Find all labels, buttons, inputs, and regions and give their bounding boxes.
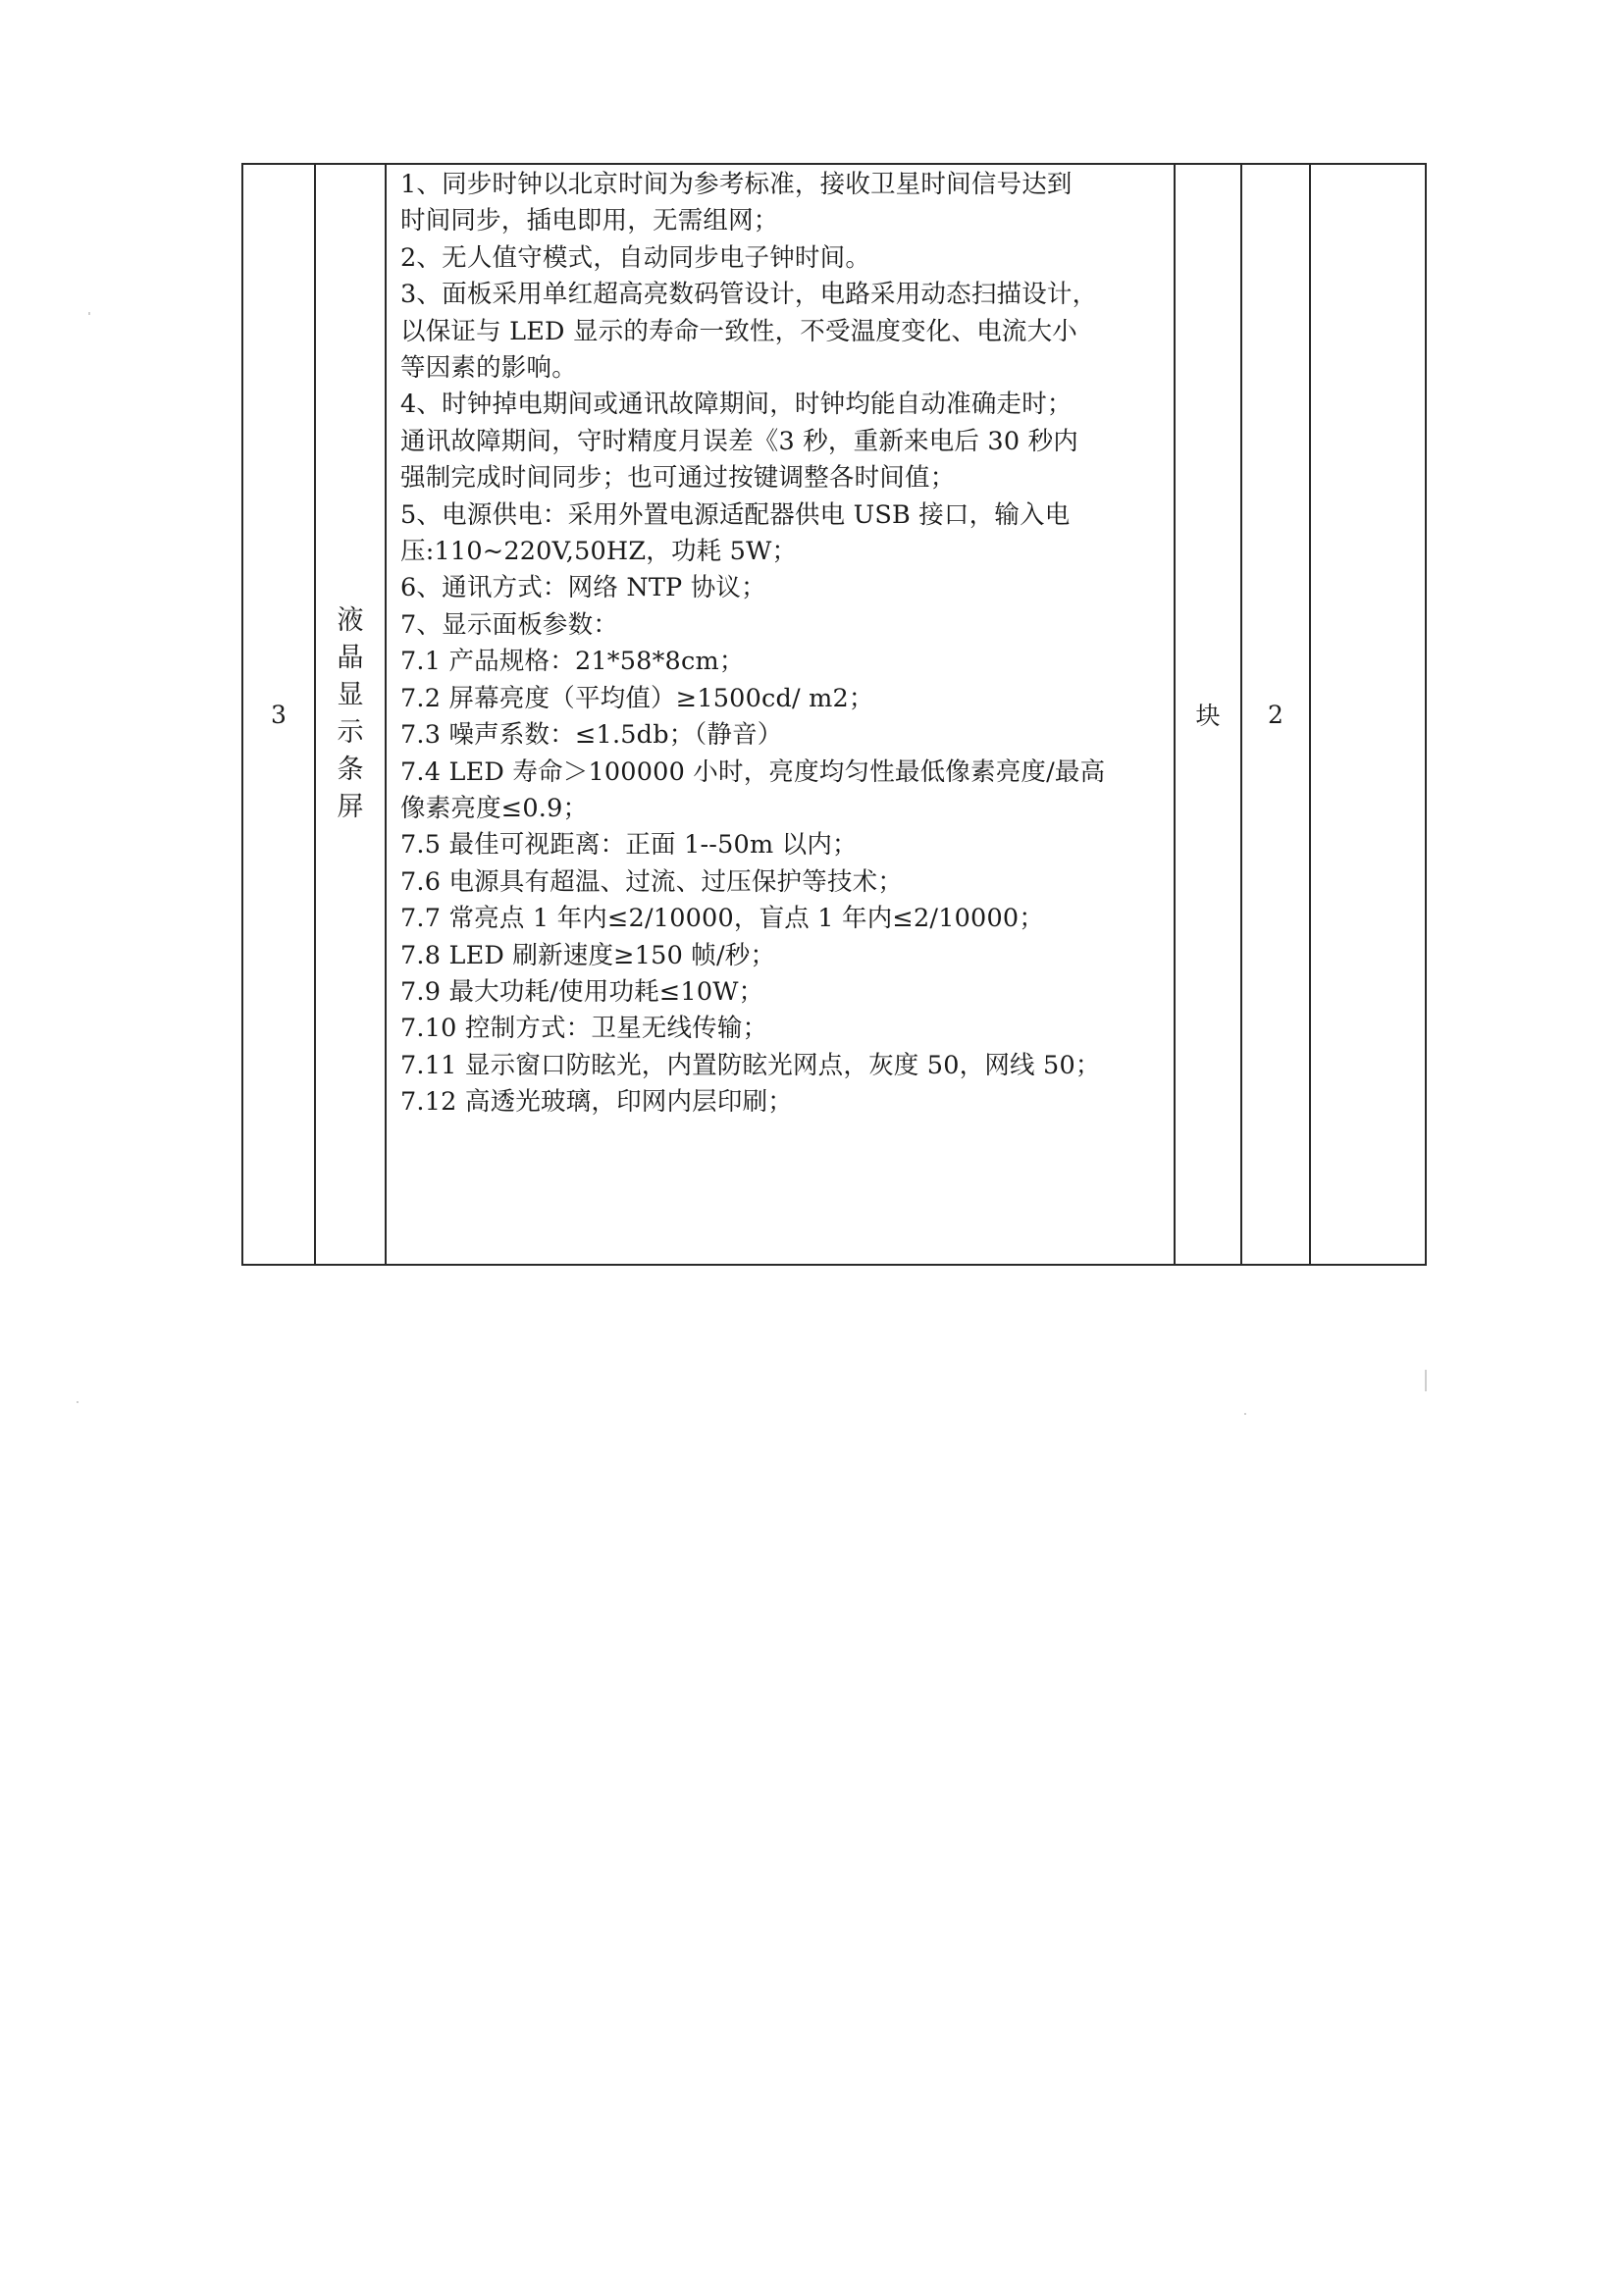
unit-value: 块 — [1195, 702, 1221, 730]
item-number: 3 — [271, 700, 287, 729]
spec-line: 7.9 最大功耗/使用功耗≤10W； — [400, 976, 764, 1007]
spec-line: 压:110~220V,50HZ，功耗 5W； — [400, 537, 798, 567]
product-spec-table — [241, 163, 1427, 1266]
item-name-char: 晶 — [337, 643, 364, 673]
remark-cell — [1310, 164, 1426, 1265]
spec-line: 7.2 屏幕亮度（平均值）≥1500cd/ m2； — [400, 683, 874, 713]
scan-mark — [1244, 1413, 1246, 1415]
item-name-char: 示 — [337, 717, 364, 748]
spec-line: 7.10 控制方式：卫星无线传输； — [400, 1014, 768, 1044]
spec-line: 1、同步时钟以北京时间为参考标准，接收卫星时间信号达到 — [400, 170, 1073, 199]
item-name-char: 显 — [337, 680, 364, 710]
item-spec-cell — [386, 164, 1175, 1265]
item-name-char: 液 — [337, 605, 364, 636]
spec-lines — [387, 165, 1174, 1122]
spec-line: 通讯故障期间，守时精度月误差《3 秒，重新来电后 30 秒内 — [400, 426, 1078, 456]
spec-line: 3、面板采用单红超高亮数码管设计，电路采用动态扫描设计， — [400, 280, 1098, 310]
scan-mark — [88, 312, 90, 315]
item-number-cell — [242, 164, 315, 1265]
spec-line: 以保证与 LED 显示的寿命一致性，不受温度变化、电流大小 — [400, 316, 1078, 346]
spec-line: 等因素的影响。 — [400, 353, 577, 384]
spec-line: 7.12 高透光玻璃，印网内层印刷； — [400, 1087, 793, 1118]
spec-line: 7.3 噪声系数：≤1.5db；（静音） — [400, 720, 783, 751]
spec-line: 7.7 常亮点 1 年内≤2/10000，盲点 1 年内≤2/10000； — [400, 904, 1045, 934]
spec-line: 像素亮度≤0.9； — [400, 793, 589, 823]
spec-line: 5、电源供电：采用外置电源适配器供电 USB 接口，输入电 — [400, 499, 1071, 530]
spec-line: 7.11 显示窗口防眩光，内置防眩光网点，灰度 50，网线 50； — [400, 1050, 1101, 1080]
spec-line: 7、显示面板参数： — [400, 609, 619, 640]
spec-line: 时间同步，插电即用，无需组网； — [400, 206, 779, 236]
spec-line: 7.6 电源具有超温、过流、过压保护等技术； — [400, 866, 904, 897]
spec-line: 2、无人值守模式，自动同步电子钟时间。 — [400, 242, 871, 273]
quantity-cell — [1241, 164, 1310, 1265]
spec-line: 7.4 LED 寿命＞100000 小时，亮度均匀性最低像素亮度/最高 — [400, 757, 1106, 787]
spec-line: 4、时钟掉电期间或通讯故障期间，时钟均能自动准确走时； — [400, 390, 1073, 420]
spec-line: 7.1 产品规格：21*58*8cm； — [400, 647, 745, 677]
scan-mark — [1425, 1370, 1427, 1391]
quantity-value: 2 — [1268, 700, 1283, 729]
spec-line: 强制完成时间同步；也可通过按键调整各时间值； — [400, 463, 956, 494]
item-name-char: 条 — [337, 755, 364, 785]
spec-line: 7.8 LED 刷新速度≥150 帧/秒； — [400, 940, 776, 970]
item-name-cell — [315, 164, 386, 1265]
item-name-vertical — [316, 605, 385, 823]
item-name-char: 屏 — [337, 792, 364, 822]
unit-cell — [1175, 164, 1241, 1265]
scan-mark — [77, 1401, 79, 1403]
spec-line: 6、通讯方式：网络 NTP 协议； — [400, 573, 766, 603]
table-row — [242, 164, 1426, 1265]
spec-line: 7.5 最佳可视距离：正面 1--50m 以内； — [400, 830, 858, 861]
